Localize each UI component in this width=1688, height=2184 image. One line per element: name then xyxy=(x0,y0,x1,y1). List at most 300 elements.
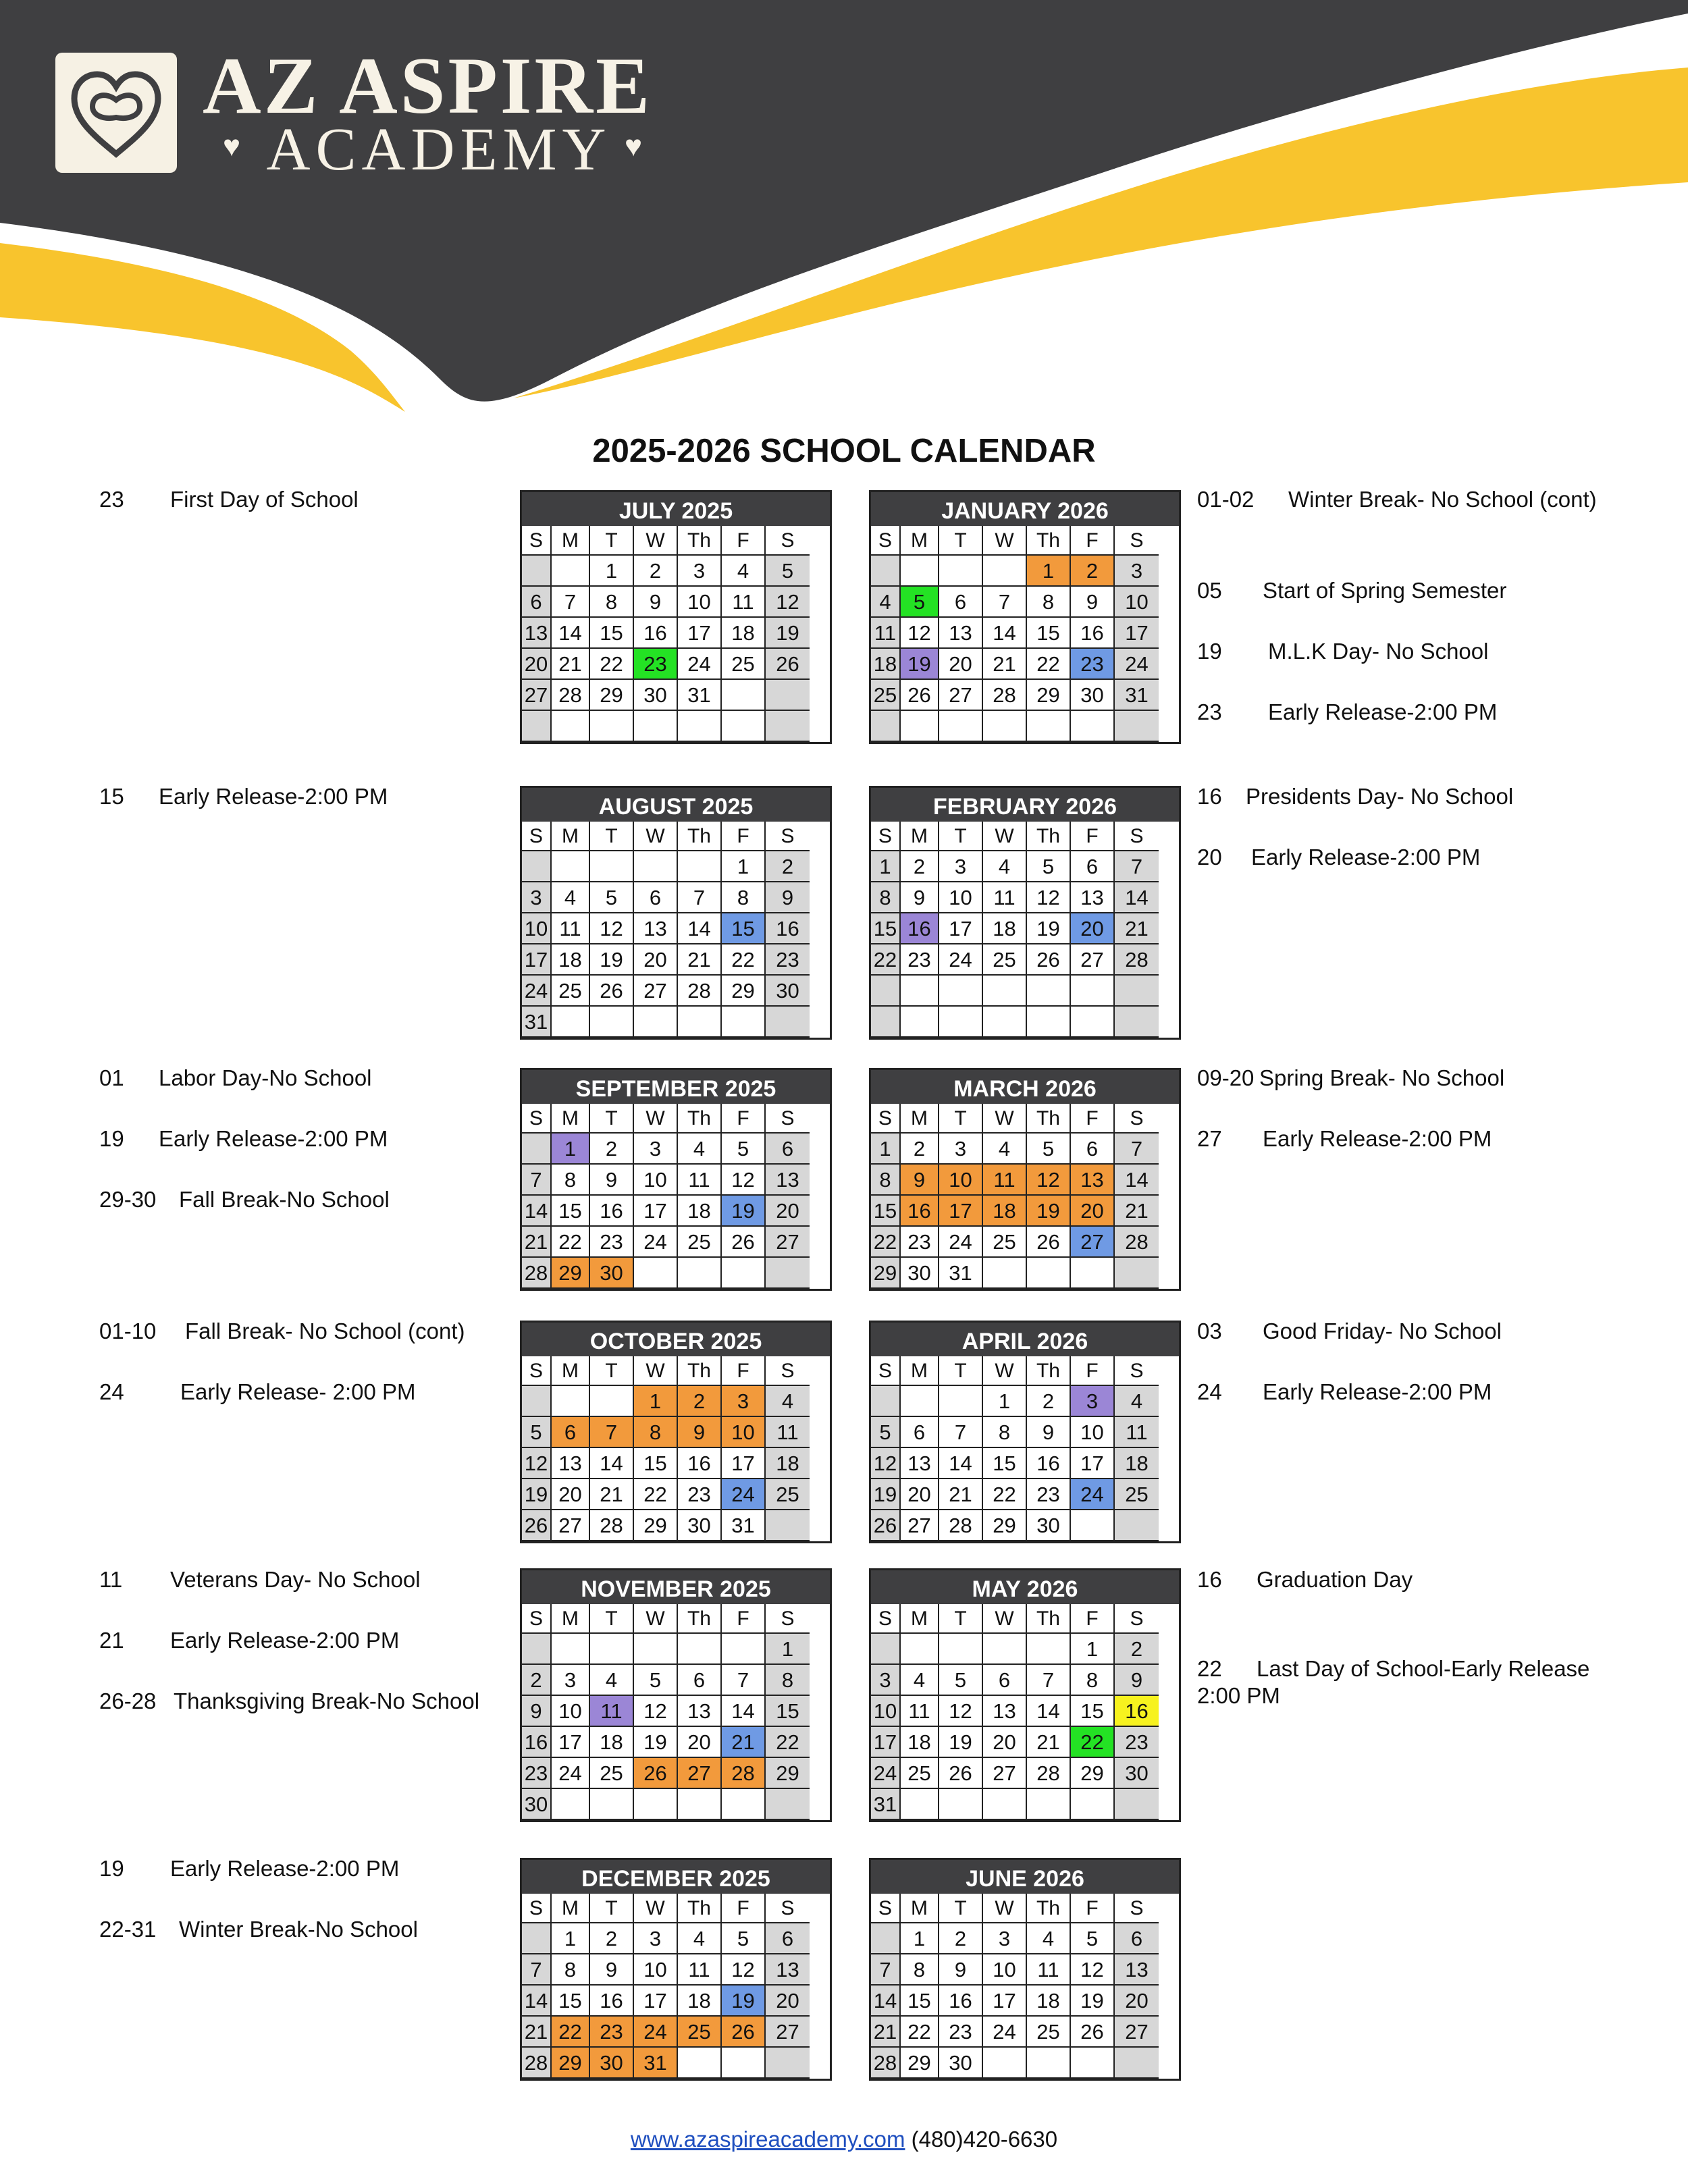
weekday-header: T xyxy=(939,526,983,556)
calendar-day: 26 xyxy=(1027,944,1071,976)
weekday-header: W xyxy=(983,526,1027,556)
weekday-header: S xyxy=(1115,1104,1159,1134)
calendar-day: 11 xyxy=(552,913,590,944)
weekday-header: W xyxy=(983,822,1027,851)
calendar-day: 5 xyxy=(1027,851,1071,882)
calendar-day: 28 xyxy=(722,1758,766,1789)
calendar-empty-cell xyxy=(766,680,810,711)
calendar-day: 28 xyxy=(522,2048,552,2079)
calendar-day: 25 xyxy=(983,1227,1027,1258)
event-text: Start of Spring Semester xyxy=(1263,578,1507,603)
weekday-header: Th xyxy=(1027,526,1071,556)
weekday-header: Th xyxy=(1027,1356,1071,1386)
calendar-empty-cell xyxy=(1115,711,1159,742)
calendar-day: 31 xyxy=(871,1789,901,1820)
calendar-day: 26 xyxy=(939,1758,983,1789)
calendar-day: 5 xyxy=(939,1665,983,1696)
calendar-empty-cell xyxy=(722,1634,766,1665)
calendar-empty-cell xyxy=(678,1634,722,1665)
calendar-day: 28 xyxy=(522,1258,552,1289)
event-text: Labor Day-No School xyxy=(159,1065,372,1090)
website-link[interactable]: www.azaspireacademy.com xyxy=(630,2127,905,2152)
calendar-day: 11 xyxy=(1027,1954,1071,1986)
event-date: 24 xyxy=(1197,1379,1222,1404)
calendar-day: 10 xyxy=(522,913,552,944)
event-text: Spring Break- No School xyxy=(1259,1065,1505,1090)
calendar-title: FEBRUARY 2026 xyxy=(871,788,1179,822)
calendar-day: 21 xyxy=(983,649,1027,680)
event-text: Early Release-2:00 PM xyxy=(170,1856,400,1881)
calendar-day: 18 xyxy=(901,1727,939,1758)
calendar-day: 24 xyxy=(983,2017,1027,2048)
calendar-day: 22 xyxy=(552,2017,590,2048)
calendar-day: 15 xyxy=(901,1986,939,2017)
calendar-day: 17 xyxy=(939,1196,983,1227)
calendar-day: 27 xyxy=(522,680,552,711)
calendar-day: 7 xyxy=(939,1417,983,1448)
calendar-day: 18 xyxy=(766,1448,810,1479)
calendar-day: 19 xyxy=(634,1727,678,1758)
calendar-day: 23 xyxy=(939,2017,983,2048)
calendar-day: 29 xyxy=(983,1510,1027,1541)
calendar-day: 3 xyxy=(722,1386,766,1417)
event-text: Early Release- 2:00 PM xyxy=(180,1379,416,1404)
calendar-day: 7 xyxy=(1115,1134,1159,1165)
calendar-day: 2 xyxy=(590,1923,634,1954)
calendar-day: 2 xyxy=(1027,1386,1071,1417)
calendar-empty-cell xyxy=(634,851,678,882)
calendar-day: 23 xyxy=(1071,649,1115,680)
calendar-title: MARCH 2026 xyxy=(871,1070,1179,1104)
calendar-day: 26 xyxy=(722,2017,766,2048)
weekday-header: M xyxy=(552,1604,590,1634)
calendar-day: 4 xyxy=(552,882,590,913)
calendar-empty-cell xyxy=(766,2048,810,2079)
calendar-day: 1 xyxy=(1027,556,1071,587)
calendar-day: 3 xyxy=(678,556,722,587)
calendar-day: 20 xyxy=(1071,1196,1115,1227)
calendar-day: 21 xyxy=(1027,1727,1071,1758)
weekday-header: M xyxy=(901,526,939,556)
weekday-header: S xyxy=(522,822,552,851)
calendar-empty-cell xyxy=(1071,1510,1115,1541)
weekday-header: W xyxy=(634,1356,678,1386)
calendar-empty-cell xyxy=(590,711,634,742)
calendar-day: 27 xyxy=(766,2017,810,2048)
calendar-day: 11 xyxy=(766,1417,810,1448)
calendar-day: 9 xyxy=(634,587,678,618)
calendar-day: 14 xyxy=(552,618,590,649)
event-date: 22 xyxy=(1197,1656,1222,1681)
calendar-day: 17 xyxy=(634,1196,678,1227)
calendar-day: 10 xyxy=(939,1165,983,1196)
calendar-day: 24 xyxy=(1115,649,1159,680)
weekday-header: M xyxy=(552,822,590,851)
calendar-day: 2 xyxy=(766,851,810,882)
weekday-header: Th xyxy=(678,526,722,556)
calendar-day: 14 xyxy=(522,1986,552,2017)
calendar-day: 21 xyxy=(722,1727,766,1758)
calendar-empty-cell xyxy=(983,2048,1027,2079)
calendar-empty-cell xyxy=(678,851,722,882)
calendar-day: 13 xyxy=(901,1448,939,1479)
calendar-empty-cell xyxy=(983,976,1027,1007)
calendar-day: 4 xyxy=(1115,1386,1159,1417)
event-note-right xyxy=(1197,1655,1629,1716)
calendar-empty-cell xyxy=(939,556,983,587)
calendar-day: 3 xyxy=(1115,556,1159,587)
calendar-day: 13 xyxy=(678,1696,722,1727)
calendar-day: 4 xyxy=(590,1665,634,1696)
calendar-day: 27 xyxy=(1115,2017,1159,2048)
calendar-day: 28 xyxy=(871,2048,901,2079)
calendar-day: 24 xyxy=(871,1758,901,1789)
calendar-day: 17 xyxy=(722,1448,766,1479)
calendar-day: 24 xyxy=(678,649,722,680)
event-text: Good Friday- No School xyxy=(1263,1319,1502,1343)
calendar-day: 4 xyxy=(983,1134,1027,1165)
weekday-header: M xyxy=(901,1356,939,1386)
calendar-empty-cell xyxy=(552,1789,590,1820)
calendar-day: 28 xyxy=(590,1510,634,1541)
calendar-day: 17 xyxy=(522,944,552,976)
calendar-day: 3 xyxy=(939,1134,983,1165)
calendar-day: 1 xyxy=(722,851,766,882)
calendar-day: 13 xyxy=(766,1954,810,1986)
calendar-day: 15 xyxy=(634,1448,678,1479)
calendar-day: 16 xyxy=(901,1196,939,1227)
calendar-day: 15 xyxy=(1027,618,1071,649)
calendar-day: 17 xyxy=(939,913,983,944)
calendar-empty-cell xyxy=(722,2048,766,2079)
calendar-day: 21 xyxy=(522,1227,552,1258)
calendar-empty-cell xyxy=(522,1134,552,1165)
calendar-day: 8 xyxy=(871,882,901,913)
calendar-day: 7 xyxy=(1115,851,1159,882)
brand-name: AZ ASPIRE xyxy=(203,41,653,130)
calendar-empty-cell xyxy=(722,1007,766,1038)
weekday-header: T xyxy=(590,1104,634,1134)
calendar-day: 14 xyxy=(678,913,722,944)
event-text: Fall Break- No School (cont) xyxy=(185,1319,465,1343)
calendar-day: 23 xyxy=(522,1758,552,1789)
calendar-day: 15 xyxy=(871,1196,901,1227)
calendar-day: 20 xyxy=(983,1727,1027,1758)
calendar-empty-cell xyxy=(1027,1007,1071,1038)
calendar-day: 30 xyxy=(678,1510,722,1541)
calendar-empty-cell xyxy=(901,1007,939,1038)
calendar-empty-cell xyxy=(1115,976,1159,1007)
calendar-day: 6 xyxy=(766,1134,810,1165)
calendar-day: 6 xyxy=(1071,1134,1115,1165)
calendar-day: 19 xyxy=(871,1479,901,1510)
heart-right-icon: ♥ xyxy=(625,130,643,163)
weekday-header: S xyxy=(871,1104,901,1134)
calendar-empty-cell xyxy=(552,1386,590,1417)
calendar-empty-cell xyxy=(522,711,552,742)
weekday-header: M xyxy=(552,1894,590,1923)
calendar-day: 22 xyxy=(1027,649,1071,680)
calendar-day: 3 xyxy=(939,851,983,882)
calendar-day: 5 xyxy=(522,1417,552,1448)
weekday-header: S xyxy=(1115,822,1159,851)
calendar-day: 17 xyxy=(1115,618,1159,649)
calendar-empty-cell xyxy=(522,556,552,587)
calendar-day: 16 xyxy=(901,913,939,944)
calendar-empty-cell xyxy=(1115,1510,1159,1541)
weekday-header: W xyxy=(634,822,678,851)
calendar-empty-cell xyxy=(1027,976,1071,1007)
weekday-header: S xyxy=(871,1604,901,1634)
calendar-day: 20 xyxy=(939,649,983,680)
calendar-empty-cell xyxy=(634,711,678,742)
calendar-empty-cell xyxy=(766,1258,810,1289)
calendar-day: 9 xyxy=(522,1696,552,1727)
calendar-march-2026 xyxy=(869,1068,1181,1291)
calendar-day: 19 xyxy=(766,618,810,649)
event-text: First Day of School xyxy=(170,487,359,512)
weekday-header: T xyxy=(939,1356,983,1386)
event-date: 01-02 xyxy=(1197,487,1255,512)
calendar-empty-cell xyxy=(871,1634,901,1665)
calendar-day: 1 xyxy=(901,1923,939,1954)
calendar-day: 10 xyxy=(552,1696,590,1727)
event-date: 16 xyxy=(1197,1567,1222,1592)
calendar-empty-cell xyxy=(901,1789,939,1820)
calendar-day: 23 xyxy=(901,944,939,976)
calendar-day: 4 xyxy=(678,1923,722,1954)
weekday-header: W xyxy=(634,526,678,556)
weekday-header: Th xyxy=(678,1104,722,1134)
weekday-header: W xyxy=(983,1604,1027,1634)
calendar-day: 19 xyxy=(1027,1196,1071,1227)
calendar-day: 24 xyxy=(634,2017,678,2048)
weekday-header: S xyxy=(1115,1604,1159,1634)
calendar-day: 19 xyxy=(590,944,634,976)
calendar-day: 25 xyxy=(901,1758,939,1789)
calendar-day: 24 xyxy=(939,944,983,976)
heart-paws-logo-icon xyxy=(55,53,177,173)
calendar-day: 31 xyxy=(634,2048,678,2079)
calendar-day: 25 xyxy=(871,680,901,711)
calendar-day: 20 xyxy=(678,1727,722,1758)
calendar-day: 23 xyxy=(766,944,810,976)
event-note-right xyxy=(1197,486,1616,547)
calendar-day: 29 xyxy=(1071,1758,1115,1789)
event-text: Veterans Day- No School xyxy=(170,1567,421,1592)
calendar-empty-cell xyxy=(983,711,1027,742)
weekday-header: W xyxy=(983,1104,1027,1134)
weekday-header: Th xyxy=(1027,1104,1071,1134)
calendar-day: 5 xyxy=(634,1665,678,1696)
calendar-day: 30 xyxy=(939,2048,983,2079)
calendar-day: 10 xyxy=(983,1954,1027,1986)
weekday-header: Th xyxy=(1027,822,1071,851)
calendar-day: 22 xyxy=(1071,1727,1115,1758)
calendar-day: 19 xyxy=(1027,913,1071,944)
calendar-day: 24 xyxy=(939,1227,983,1258)
weekday-header: F xyxy=(722,822,766,851)
calendar-day: 12 xyxy=(939,1696,983,1727)
calendar-day: 20 xyxy=(901,1479,939,1510)
event-text: Early Release-2:00 PM xyxy=(1263,1379,1492,1404)
calendar-empty-cell xyxy=(901,1634,939,1665)
weekday-header: T xyxy=(590,822,634,851)
calendar-day: 30 xyxy=(634,680,678,711)
calendar-day: 12 xyxy=(522,1448,552,1479)
calendar-day: 15 xyxy=(552,1196,590,1227)
calendar-empty-cell xyxy=(678,711,722,742)
weekday-header: F xyxy=(1071,526,1115,556)
calendar-day: 19 xyxy=(722,1986,766,2017)
calendar-day: 16 xyxy=(939,1986,983,2017)
calendar-january-2026 xyxy=(869,490,1181,744)
calendar-day: 26 xyxy=(590,976,634,1007)
calendar-day: 17 xyxy=(871,1727,901,1758)
calendar-day: 25 xyxy=(1027,2017,1071,2048)
calendar-day: 21 xyxy=(678,944,722,976)
calendar-day: 10 xyxy=(722,1417,766,1448)
calendar-empty-cell xyxy=(1027,1634,1071,1665)
calendar-day: 13 xyxy=(1071,1165,1115,1196)
calendar-empty-cell xyxy=(590,851,634,882)
weekday-header: M xyxy=(552,526,590,556)
calendar-day: 23 xyxy=(901,1227,939,1258)
calendar-day: 2 xyxy=(1071,556,1115,587)
event-text: Early Release-2:00 PM xyxy=(159,1126,388,1151)
calendar-day: 29 xyxy=(871,1258,901,1289)
calendar-september-2025 xyxy=(520,1068,832,1291)
calendar-day: 18 xyxy=(722,618,766,649)
weekday-header: S xyxy=(766,1356,810,1386)
calendar-day: 17 xyxy=(552,1727,590,1758)
calendar-day: 1 xyxy=(766,1634,810,1665)
calendar-day: 18 xyxy=(983,1196,1027,1227)
calendar-empty-cell xyxy=(722,680,766,711)
calendar-day: 3 xyxy=(634,1923,678,1954)
calendar-day: 18 xyxy=(1115,1448,1159,1479)
calendar-day: 20 xyxy=(522,649,552,680)
event-text: M.L.K Day- No School xyxy=(1268,639,1489,664)
calendar-day: 9 xyxy=(678,1417,722,1448)
calendar-day: 1 xyxy=(871,851,901,882)
calendar-empty-cell xyxy=(590,1634,634,1665)
calendar-day: 2 xyxy=(522,1665,552,1696)
calendar-empty-cell xyxy=(871,711,901,742)
calendar-day: 4 xyxy=(678,1134,722,1165)
calendar-empty-cell xyxy=(766,1510,810,1541)
calendar-day: 17 xyxy=(634,1986,678,2017)
calendar-empty-cell xyxy=(1071,1258,1115,1289)
event-text: Fall Break-No School xyxy=(179,1187,390,1212)
weekday-header: S xyxy=(766,1894,810,1923)
calendar-day: 7 xyxy=(552,587,590,618)
calendar-day: 30 xyxy=(1071,680,1115,711)
calendar-day: 27 xyxy=(678,1758,722,1789)
calendar-day: 26 xyxy=(634,1758,678,1789)
weekday-header: T xyxy=(590,1604,634,1634)
calendar-day: 19 xyxy=(901,649,939,680)
calendar-title: MAY 2026 xyxy=(871,1570,1179,1604)
calendar-empty-cell xyxy=(590,1007,634,1038)
calendar-day: 29 xyxy=(590,680,634,711)
calendar-title: OCTOBER 2025 xyxy=(522,1323,830,1356)
calendar-day: 9 xyxy=(901,882,939,913)
calendar-day: 10 xyxy=(1115,587,1159,618)
calendar-empty-cell xyxy=(590,1386,634,1417)
weekday-header: T xyxy=(590,526,634,556)
calendar-day: 26 xyxy=(522,1510,552,1541)
calendar-day: 11 xyxy=(983,1165,1027,1196)
event-date: 20 xyxy=(1197,845,1222,870)
calendar-day: 18 xyxy=(1027,1986,1071,2017)
calendar-empty-cell xyxy=(1027,1789,1071,1820)
calendar-day: 11 xyxy=(722,587,766,618)
event-text: Early Release-2:00 PM xyxy=(170,1628,400,1653)
calendar-day: 22 xyxy=(634,1479,678,1510)
calendar-title: JUNE 2026 xyxy=(871,1860,1179,1894)
event-date: 23 xyxy=(99,487,124,512)
calendar-day: 6 xyxy=(766,1923,810,1954)
calendar-day: 13 xyxy=(766,1165,810,1196)
event-text: Graduation Day xyxy=(1257,1567,1413,1592)
calendar-june-2026 xyxy=(869,1858,1181,2081)
calendar-day: 16 xyxy=(1027,1448,1071,1479)
calendar-may-2026 xyxy=(869,1568,1181,1822)
calendar-day: 13 xyxy=(634,913,678,944)
event-date: 01-10 xyxy=(99,1319,157,1343)
calendar-empty-cell xyxy=(871,976,901,1007)
phone-number: (480)420-6630 xyxy=(911,2127,1058,2152)
calendar-title: NOVEMBER 2025 xyxy=(522,1570,830,1604)
calendar-day: 17 xyxy=(983,1986,1027,2017)
calendar-day: 16 xyxy=(766,913,810,944)
calendar-day: 1 xyxy=(552,1923,590,1954)
calendar-day: 16 xyxy=(678,1448,722,1479)
calendar-day: 21 xyxy=(522,2017,552,2048)
calendar-day: 3 xyxy=(871,1665,901,1696)
calendar-empty-cell xyxy=(871,556,901,587)
calendar-day: 14 xyxy=(722,1696,766,1727)
calendar-day: 3 xyxy=(552,1665,590,1696)
weekday-header: S xyxy=(871,526,901,556)
calendar-day: 5 xyxy=(871,1417,901,1448)
event-date: 21 xyxy=(99,1628,124,1653)
calendar-day: 8 xyxy=(552,1165,590,1196)
calendar-day: 4 xyxy=(983,851,1027,882)
calendar-day: 5 xyxy=(901,587,939,618)
event-date: 19 xyxy=(99,1856,124,1881)
weekday-header: T xyxy=(590,1894,634,1923)
calendar-day: 1 xyxy=(634,1386,678,1417)
calendar-day: 14 xyxy=(871,1986,901,2017)
weekday-header: Th xyxy=(1027,1604,1071,1634)
calendar-day: 15 xyxy=(871,913,901,944)
calendar-day: 8 xyxy=(552,1954,590,1986)
calendar-empty-cell xyxy=(939,1634,983,1665)
calendar-title: SEPTEMBER 2025 xyxy=(522,1070,830,1104)
calendar-day: 1 xyxy=(983,1386,1027,1417)
calendar-day: 27 xyxy=(901,1510,939,1541)
calendar-day: 8 xyxy=(1027,587,1071,618)
calendar-day: 16 xyxy=(1071,618,1115,649)
calendar-day: 8 xyxy=(1071,1665,1115,1696)
calendar-day: 14 xyxy=(590,1448,634,1479)
calendar-empty-cell xyxy=(522,851,552,882)
calendar-day: 6 xyxy=(901,1417,939,1448)
weekday-header: F xyxy=(1071,822,1115,851)
calendar-day: 26 xyxy=(901,680,939,711)
